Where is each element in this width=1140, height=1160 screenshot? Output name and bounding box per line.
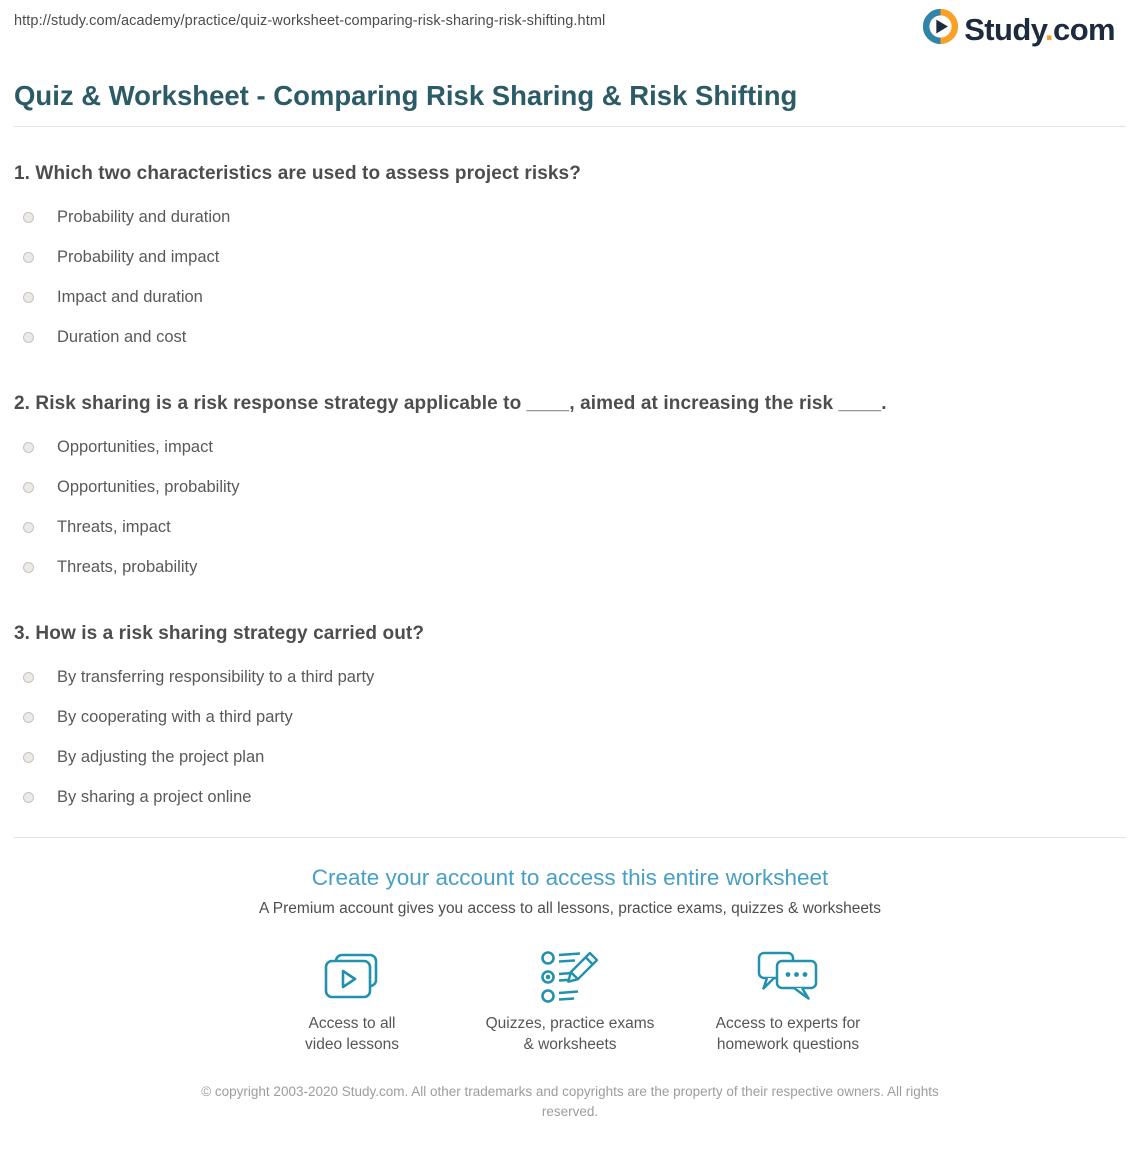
radio-button[interactable] <box>23 442 34 453</box>
radio-button[interactable] <box>23 332 34 343</box>
page-header <box>0 0 1140 48</box>
play-circle-icon <box>922 8 959 50</box>
option-row <box>14 547 1126 587</box>
option-label[interactable]: By adjusting the project plan <box>57 747 265 766</box>
feature-video-lessons <box>245 948 459 1056</box>
radio-button[interactable] <box>23 212 34 223</box>
page-url: http://study.com/academy/practice/quiz-worksheet-comparing-risk-sharing-risk-shifting.html <box>14 13 606 29</box>
create-account-link[interactable]: Create your account to access this entire worksheet <box>311 865 829 891</box>
copyright-notice: © copyright 2003-2020 Study.com. All other trademarks and copyrights are the property of their respective owners. All rights reserved. <box>201 1084 939 1120</box>
quiz-pencil-icon <box>463 948 677 1006</box>
feature-quizzes-worksheets <box>463 948 677 1056</box>
feature-list <box>14 948 1126 1056</box>
option-row <box>14 777 1126 817</box>
option-label[interactable]: By sharing a project online <box>57 787 252 806</box>
create-account-section <box>14 837 1126 1056</box>
feature-label: Quizzes, practice exams & worksheets <box>485 1015 655 1054</box>
option-row <box>14 197 1126 237</box>
video-lessons-icon <box>245 948 459 1006</box>
option-label[interactable]: Threats, probability <box>57 557 198 576</box>
option-row <box>14 467 1126 507</box>
feature-homework-experts <box>681 948 895 1056</box>
premium-subtitle: A Premium account gives you access to all lessons, practice exams, quizzes & worksheets <box>259 900 881 918</box>
logo-wordmark: Study.com <box>964 11 1115 47</box>
option-label[interactable]: Threats, impact <box>57 517 171 536</box>
option-label[interactable]: Impact and duration <box>57 287 203 306</box>
page-title: Quiz & Worksheet - Comparing Risk Sharing & Risk Shifting <box>14 80 798 111</box>
question-1 <box>14 163 1126 357</box>
option-label[interactable]: Probability and duration <box>57 207 231 226</box>
option-label[interactable]: By cooperating with a third party <box>57 707 293 726</box>
option-label[interactable]: Opportunities, impact <box>57 437 213 456</box>
question-3-text: 3. How is a risk sharing strategy carried out? <box>14 623 425 645</box>
option-row <box>14 277 1126 317</box>
option-row <box>14 237 1126 277</box>
question-2-text: 2. Risk sharing is a risk response strategy applicable to ____, aimed at increasing the risk ____. <box>14 393 887 415</box>
radio-button[interactable] <box>23 522 34 533</box>
option-row <box>14 657 1126 697</box>
question-2 <box>14 393 1126 587</box>
studycom-logo[interactable] <box>922 8 1115 50</box>
option-row <box>14 507 1126 547</box>
feature-label: Access to experts for homework questions <box>715 1015 861 1054</box>
question-1-options <box>14 197 1126 357</box>
question-1-text: 1. Which two characteristics are used to assess project risks? <box>14 163 581 185</box>
radio-button[interactable] <box>23 252 34 263</box>
option-row <box>14 317 1126 357</box>
quiz-body <box>0 163 1140 817</box>
radio-button[interactable] <box>23 792 34 803</box>
chat-bubbles-icon <box>681 948 895 1006</box>
option-label[interactable]: Duration and cost <box>57 327 187 346</box>
option-label[interactable]: By transferring responsibility to a third party <box>57 667 375 686</box>
option-label[interactable]: Opportunities, probability <box>57 477 240 496</box>
option-row <box>14 737 1126 777</box>
question-2-options <box>14 427 1126 587</box>
option-row <box>14 697 1126 737</box>
radio-button[interactable] <box>23 752 34 763</box>
radio-button[interactable] <box>23 562 34 573</box>
title-divider <box>14 126 1126 127</box>
question-3 <box>14 623 1126 817</box>
option-label[interactable]: Probability and impact <box>57 247 220 266</box>
radio-button[interactable] <box>23 292 34 303</box>
radio-button[interactable] <box>23 482 34 493</box>
radio-button[interactable] <box>23 712 34 723</box>
question-3-options <box>14 657 1126 817</box>
radio-button[interactable] <box>23 672 34 683</box>
option-row <box>14 427 1126 467</box>
feature-label: Access to all video lessons <box>305 1015 399 1054</box>
